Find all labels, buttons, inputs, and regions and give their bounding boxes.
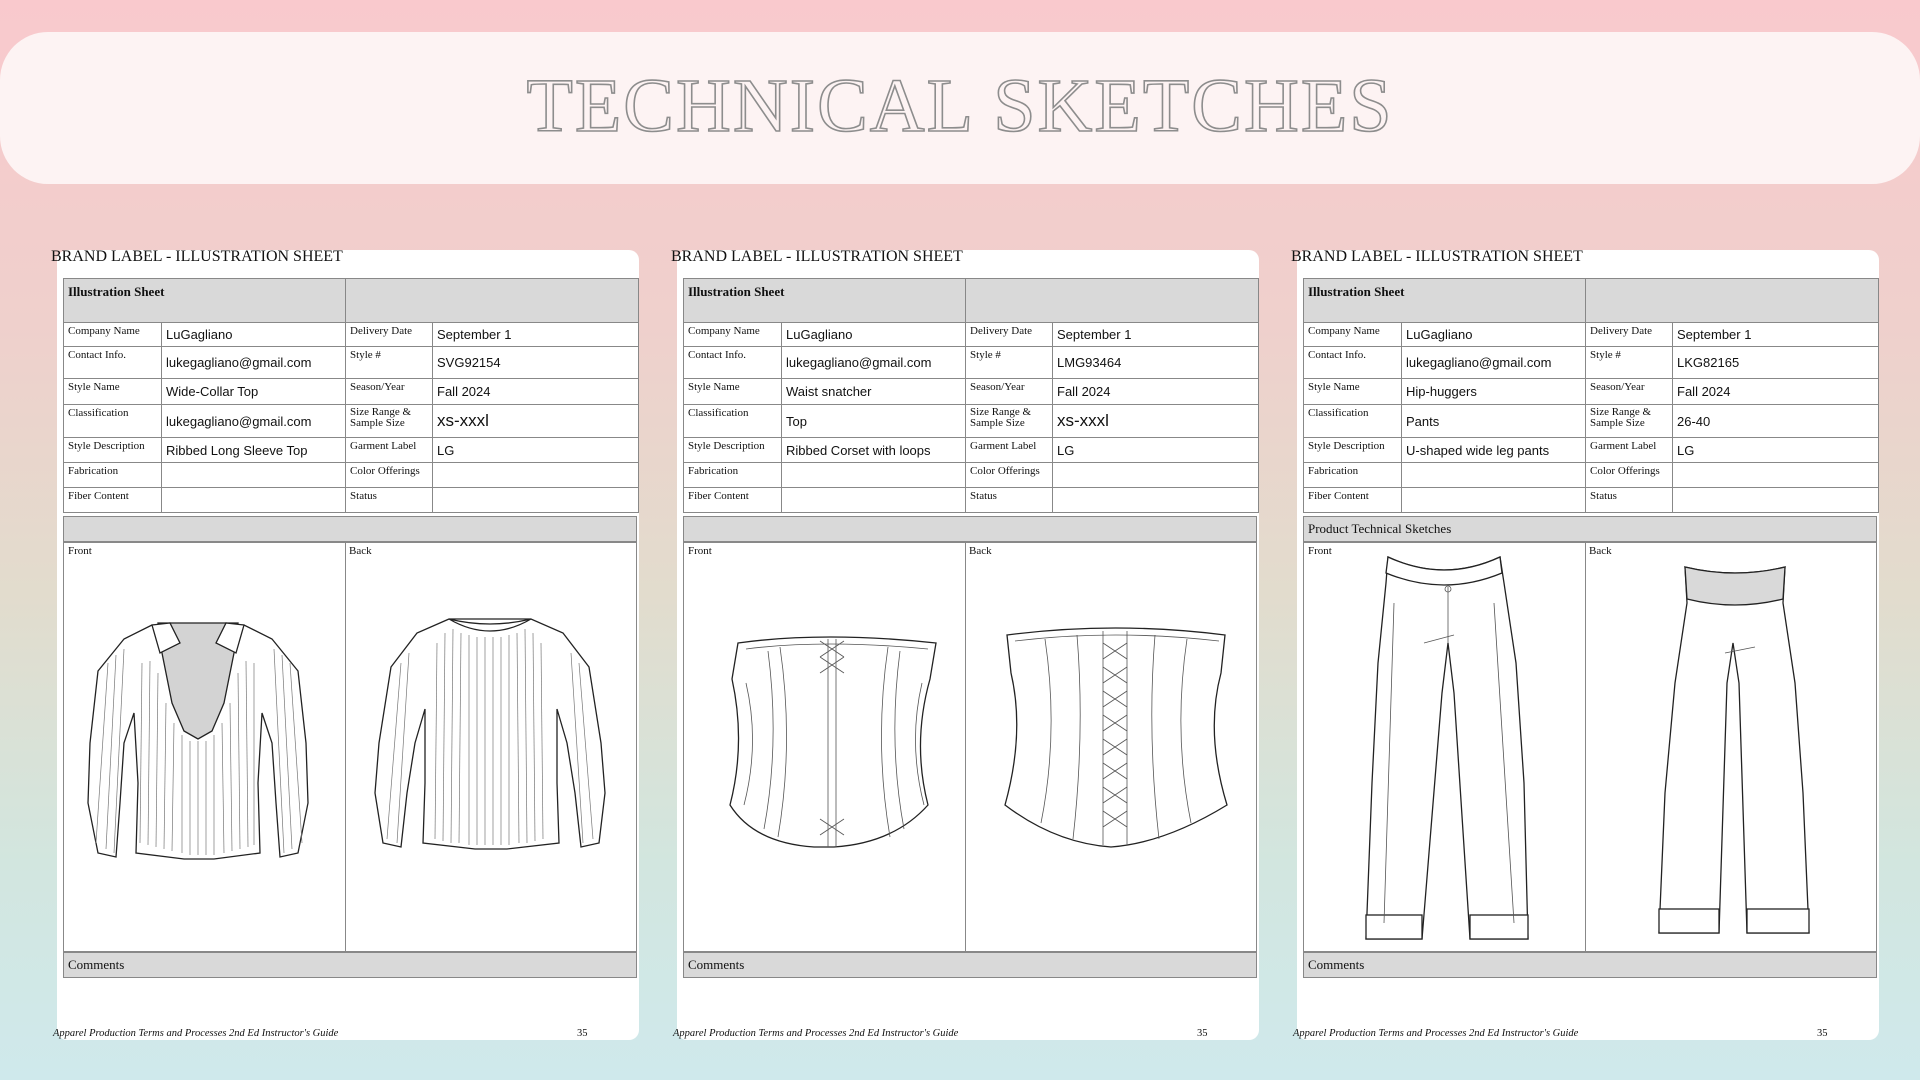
contact-info-label: Contact Info. bbox=[684, 347, 782, 379]
comments-bar: Comments bbox=[683, 952, 1257, 978]
sheet-heading: BRAND LABEL - ILLUSTRATION SHEET bbox=[51, 248, 343, 265]
status-label: Status bbox=[346, 488, 433, 513]
size-range-label: Size Range & Sample Size bbox=[346, 405, 433, 438]
color-offerings-label: Color Offerings bbox=[1586, 463, 1673, 488]
delivery-date-value: September 1 bbox=[433, 323, 639, 347]
sheet-heading: BRAND LABEL - ILLUSTRATION SHEET bbox=[671, 248, 963, 265]
style-number-value: LKG82165 bbox=[1673, 347, 1879, 379]
status-label: Status bbox=[966, 488, 1053, 513]
size-range-value: 26-40 bbox=[1673, 405, 1879, 438]
section-bar bbox=[63, 516, 637, 542]
style-name-label: Style Name bbox=[64, 379, 162, 405]
company-name-label: Company Name bbox=[1304, 323, 1402, 347]
wide-leg-pants-back-icon bbox=[1585, 543, 1876, 951]
illustration-sheet-label: Illustration Sheet bbox=[1304, 279, 1586, 323]
delivery-date-value: September 1 bbox=[1673, 323, 1879, 347]
style-name-label: Style Name bbox=[1304, 379, 1402, 405]
sheet-footer: Apparel Production Terms and Processes 2nd Ed Instructor's Guide bbox=[1293, 1028, 1579, 1039]
style-name-value: Hip-huggers bbox=[1402, 379, 1586, 405]
sheet-heading: BRAND LABEL - ILLUSTRATION SHEET bbox=[1291, 248, 1583, 265]
season-year-value: Fall 2024 bbox=[433, 379, 639, 405]
style-name-label: Style Name bbox=[684, 379, 782, 405]
garment-label-value: LG bbox=[433, 438, 639, 463]
style-number-label: Style # bbox=[1586, 347, 1673, 379]
style-number-label: Style # bbox=[346, 347, 433, 379]
long-sleeve-top-front-icon bbox=[64, 543, 345, 951]
style-description-value: Ribbed Long Sleeve Top bbox=[162, 438, 346, 463]
contact-info-value: lukegagliano@gmail.com bbox=[782, 347, 966, 379]
page-number: 35 bbox=[1817, 1028, 1828, 1039]
season-year-value: Fall 2024 bbox=[1673, 379, 1879, 405]
size-range-label: Size Range & Sample Size bbox=[1586, 405, 1673, 438]
season-year-value: Fall 2024 bbox=[1053, 379, 1259, 405]
style-description-label: Style Description bbox=[684, 438, 782, 463]
sheet-footer: Apparel Production Terms and Processes 2nd Ed Instructor's Guide bbox=[673, 1028, 959, 1039]
delivery-date-label: Delivery Date bbox=[346, 323, 433, 347]
delivery-date-label: Delivery Date bbox=[966, 323, 1053, 347]
front-label: Front bbox=[688, 545, 712, 557]
back-panel bbox=[345, 543, 636, 951]
wide-leg-pants-front-icon bbox=[1304, 543, 1585, 951]
classification-value: Top bbox=[782, 405, 966, 438]
delivery-date-value: September 1 bbox=[1053, 323, 1259, 347]
front-panel bbox=[684, 543, 966, 951]
illustration-sheet-3 bbox=[1291, 248, 1879, 1040]
long-sleeve-top-back-icon bbox=[345, 543, 636, 951]
garment-label-value: LG bbox=[1053, 438, 1259, 463]
comments-bar: Comments bbox=[1303, 952, 1877, 978]
style-number-value: LMG93464 bbox=[1053, 347, 1259, 379]
contact-info-label: Contact Info. bbox=[1304, 347, 1402, 379]
style-name-value: Waist snatcher bbox=[782, 379, 966, 405]
fabrication-label: Fabrication bbox=[64, 463, 162, 488]
back-label: Back bbox=[969, 545, 992, 557]
company-name-label: Company Name bbox=[684, 323, 782, 347]
back-label: Back bbox=[349, 545, 372, 557]
status-label: Status bbox=[1586, 488, 1673, 513]
size-range-label: Size Range & Sample Size bbox=[966, 405, 1053, 438]
size-range-value: xs-xxxl bbox=[433, 405, 639, 438]
classification-label: Classification bbox=[64, 405, 162, 438]
sheet-footer: Apparel Production Terms and Processes 2nd Ed Instructor's Guide bbox=[53, 1028, 339, 1039]
info-table bbox=[683, 278, 1259, 513]
front-panel bbox=[64, 543, 346, 951]
contact-info-value: lukegagliano@gmail.com bbox=[162, 347, 346, 379]
fiber-content-label: Fiber Content bbox=[1304, 488, 1402, 513]
size-range-value: xs-xxxl bbox=[1053, 405, 1259, 438]
section-bar bbox=[683, 516, 1257, 542]
info-table bbox=[1303, 278, 1879, 513]
company-name-label: Company Name bbox=[64, 323, 162, 347]
classification-value: Pants bbox=[1402, 405, 1586, 438]
fabrication-label: Fabrication bbox=[1304, 463, 1402, 488]
sketch-area bbox=[683, 542, 1257, 952]
back-panel bbox=[965, 543, 1256, 951]
section-bar: Product Technical Sketches bbox=[1303, 516, 1877, 542]
page-title: TECHNICAL SKETCHES bbox=[526, 63, 1394, 148]
fiber-content-label: Fiber Content bbox=[684, 488, 782, 513]
fiber-content-label: Fiber Content bbox=[64, 488, 162, 513]
front-label: Front bbox=[1308, 545, 1332, 557]
comments-bar: Comments bbox=[63, 952, 637, 978]
page-number: 35 bbox=[577, 1028, 588, 1039]
contact-info-value: lukegagliano@gmail.com bbox=[1402, 347, 1586, 379]
season-year-label: Season/Year bbox=[346, 379, 433, 405]
delivery-date-label: Delivery Date bbox=[1586, 323, 1673, 347]
season-year-label: Season/Year bbox=[1586, 379, 1673, 405]
back-label: Back bbox=[1589, 545, 1612, 557]
sketch-area bbox=[1303, 542, 1877, 952]
corset-back-icon bbox=[965, 543, 1256, 951]
front-panel bbox=[1304, 543, 1586, 951]
garment-label-label: Garment Label bbox=[1586, 438, 1673, 463]
classification-label: Classification bbox=[1304, 405, 1402, 438]
page-number: 35 bbox=[1197, 1028, 1208, 1039]
illustration-sheet-label: Illustration Sheet bbox=[684, 279, 966, 323]
contact-info-label: Contact Info. bbox=[64, 347, 162, 379]
back-panel bbox=[1585, 543, 1876, 951]
title-banner bbox=[0, 32, 1920, 184]
season-year-label: Season/Year bbox=[966, 379, 1053, 405]
style-description-value: U-shaped wide leg pants bbox=[1402, 438, 1586, 463]
style-description-label: Style Description bbox=[1304, 438, 1402, 463]
garment-label-value: LG bbox=[1673, 438, 1879, 463]
company-name-value: LuGagliano bbox=[162, 323, 346, 347]
style-description-label: Style Description bbox=[64, 438, 162, 463]
style-number-value: SVG92154 bbox=[433, 347, 639, 379]
classification-value: lukegagliano@gmail.com bbox=[162, 405, 346, 438]
garment-label-label: Garment Label bbox=[966, 438, 1053, 463]
classification-label: Classification bbox=[684, 405, 782, 438]
illustration-sheet-label: Illustration Sheet bbox=[64, 279, 346, 323]
fabrication-label: Fabrication bbox=[684, 463, 782, 488]
company-name-value: LuGagliano bbox=[782, 323, 966, 347]
front-label: Front bbox=[68, 545, 92, 557]
style-description-value: Ribbed Corset with loops bbox=[782, 438, 966, 463]
color-offerings-label: Color Offerings bbox=[966, 463, 1053, 488]
company-name-value: LuGagliano bbox=[1402, 323, 1586, 347]
illustration-sheet-1 bbox=[51, 248, 639, 1040]
garment-label-label: Garment Label bbox=[346, 438, 433, 463]
corset-front-icon bbox=[684, 543, 965, 951]
sketch-area bbox=[63, 542, 637, 952]
style-name-value: Wide-Collar Top bbox=[162, 379, 346, 405]
info-table bbox=[63, 278, 639, 513]
illustration-sheet-2 bbox=[671, 248, 1259, 1040]
style-number-label: Style # bbox=[966, 347, 1053, 379]
color-offerings-label: Color Offerings bbox=[346, 463, 433, 488]
